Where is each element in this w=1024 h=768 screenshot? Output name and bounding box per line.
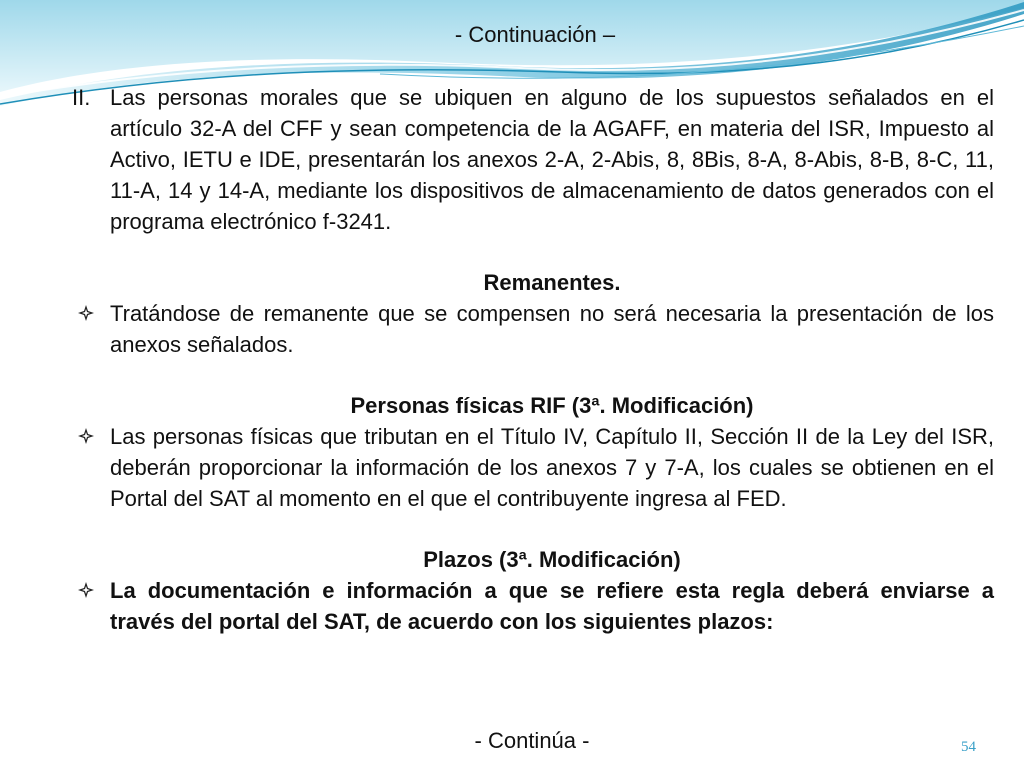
page-title: - Continuación – (454, 22, 616, 47)
remanentes-heading: Remanentes. (483, 270, 621, 295)
personas-fisicas-heading: Personas físicas RIF (3ª. Modificación) (350, 393, 754, 418)
personas-fisicas-text: Las personas físicas que tributan en el Título IV, Capítulo II, Sección II de la Ley del ISR, deberán proporcionar la información de los anexos 7 y 7-A, los cuales se obtienen en el Portal del SAT al momento en el que el contribuyente ingresa al FED. (110, 424, 994, 511)
section-ii-text: Las personas morales que se ubiquen en alguno de los supuestos señalados en el artículo 32-A del CFF y sean competencia de la AGAFF, en materia del ISR, Impuesto al Activo, IETU e IDE, presentarán los anexos 2-A, 2-Abis, 8, 8Bis, 8-A, 8-Abis, 8-B, 8-C, 11, 11-A, 14 y 14-A, mediante los dispositivos de almacenamiento de datos generados con el programa electrónico f-3241. (110, 85, 994, 234)
plazos-text: La documentación e información a que se refiere esta regla deberá enviarse a través del portal del SAT, de acuerdo con los siguientes plazos: (110, 578, 994, 634)
diamond-bullet-icon (78, 582, 94, 598)
remanentes-bullet-item (72, 298, 994, 360)
diamond-bullet-icon (78, 428, 94, 444)
page-number: 54 (961, 739, 976, 755)
content-body (72, 82, 994, 637)
diamond-bullet-icon (78, 305, 94, 321)
section-ii-item (72, 82, 994, 237)
plazos-heading: Plazos (3ª. Modificación) (423, 547, 681, 572)
remanentes-text: Tratándose de remanente que se compensen no será necesaria la presentación de los anexos señalados. (110, 301, 994, 357)
roman-numeral-marker: II. (72, 85, 91, 110)
personas-fisicas-bullet-item (72, 421, 994, 514)
footer-continua: - Continúa - (474, 728, 590, 753)
plazos-bullet-item (72, 575, 994, 637)
